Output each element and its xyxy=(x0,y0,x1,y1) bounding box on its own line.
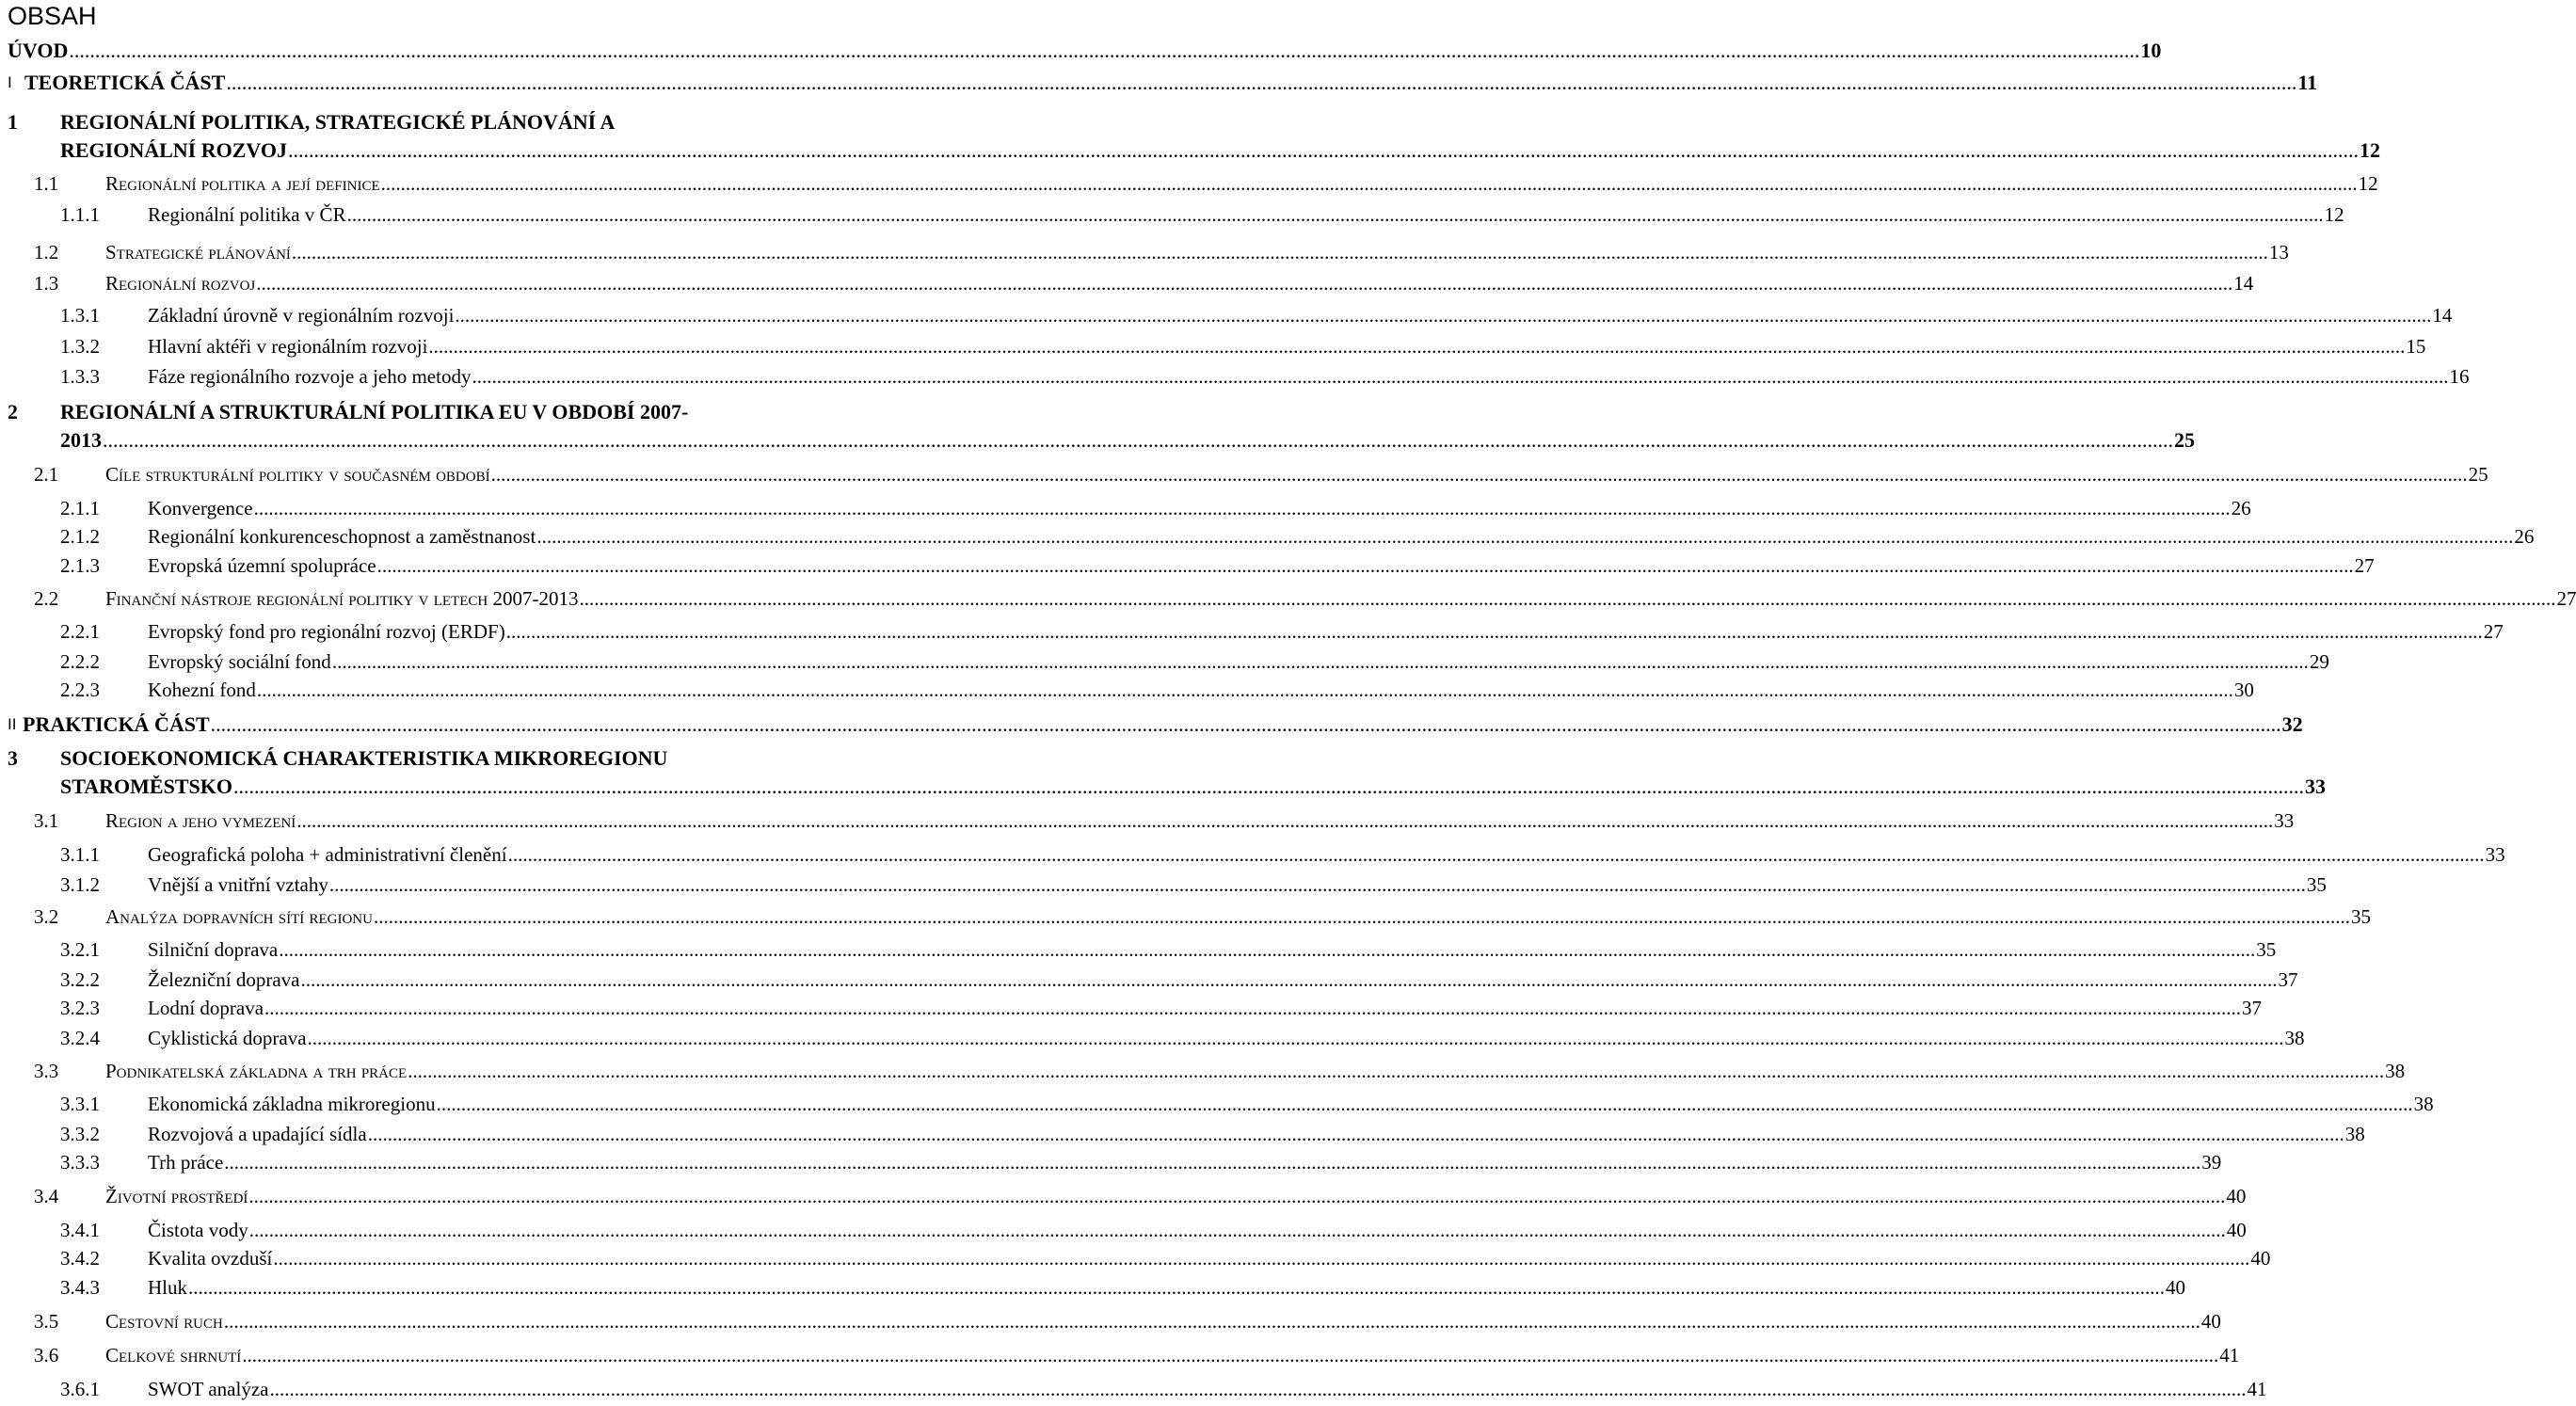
toc-entry-page: 37 xyxy=(2242,997,2263,1019)
toc-entry-label: Analýza dopravních sítí regionu xyxy=(105,905,373,928)
toc-entry-page: 12 xyxy=(2359,138,2380,162)
toc-entry-page: 35 xyxy=(2350,905,2371,928)
toc-entry-label: Kvalita ovzduší xyxy=(148,1247,273,1270)
toc-leader-dots: ................................................................................................................................................................................................................................................................................................................................................................................................................ xyxy=(331,650,2309,673)
page-title: OBSAH xyxy=(8,2,97,30)
toc-entry-label: Kohezní fond xyxy=(148,679,256,701)
toc-leader-dots: ................................................................................................................................................................................................................................................................................................................................................................................................................ xyxy=(296,809,2274,832)
toc-entry-page: 37 xyxy=(2278,968,2298,991)
toc-entry-number: 3.4.1 xyxy=(60,1219,100,1241)
toc-entry-number: 3.3.3 xyxy=(60,1151,100,1174)
toc-entry-label: PRAKTICKÁ ČÁST xyxy=(23,712,210,736)
toc-leader-dots: ................................................................................................................................................................................................................................................................................................................................................................................................................ xyxy=(242,1344,2219,1366)
toc-entry-number: 1.3 xyxy=(34,272,59,295)
toc-entry-page: 27 xyxy=(2483,620,2504,643)
toc-entry-page: 38 xyxy=(2284,1027,2305,1049)
toc-entry-number: II xyxy=(8,715,17,733)
toc-entry-number: 3.2.3 xyxy=(60,997,100,1019)
toc-leader-dots: ................................................................................................................................................................................................................................................................................................................................................................................................................ xyxy=(264,997,2242,1019)
toc-leader-dots: ................................................................................................................................................................................................................................................................................................................................................................................................................ xyxy=(505,620,2483,643)
toc-entry-number: I xyxy=(8,73,12,91)
toc-entry-number: 2.1.1 xyxy=(60,497,100,519)
toc-leader-dots: ................................................................................................................................................................................................................................................................................................................................................................................................................ xyxy=(536,525,2514,548)
toc-entry-label: Konvergence xyxy=(148,497,253,519)
toc-entry-page: 26 xyxy=(2231,497,2251,519)
toc-leader-dots: ................................................................................................................................................................................................................................................................................................................................................................................................................ xyxy=(269,1378,2247,1400)
toc-leader-dots: ................................................................................................................................................................................................................................................................................................................................................................................................................ xyxy=(579,587,2556,610)
toc-leader-dots: ................................................................................................................................................................................................................................................................................................................................................................................................................ xyxy=(103,428,2173,452)
toc-entry-label: Rozvojová a upadající sídla xyxy=(148,1123,367,1145)
toc-entry-number: 3.3.1 xyxy=(60,1093,100,1115)
toc-leader-dots: ................................................................................................................................................................................................................................................................................................................................................................................................................ xyxy=(428,335,2406,358)
toc-entry-number: 2 xyxy=(8,400,18,423)
toc-entry-number: 3.3.2 xyxy=(60,1123,100,1145)
toc-entry-label: Regionální politika a její definice xyxy=(105,172,380,195)
toc-entry-label: Životní prostředí xyxy=(105,1185,248,1207)
toc-entry-page: 35 xyxy=(2306,873,2327,896)
toc-entry-label: Evropský fond pro regionální rozvoj (ERDF) xyxy=(148,620,505,643)
toc-entry-label: Regionální rozvoj xyxy=(105,272,256,295)
toc-leader-dots: ................................................................................................................................................................................................................................................................................................................................................................................................................ xyxy=(248,1185,2226,1207)
toc-leader-dots: ................................................................................................................................................................................................................................................................................................................................................................................................................ xyxy=(408,1060,2385,1082)
toc-entry-page: 41 xyxy=(2247,1378,2267,1400)
toc-entry-label: Cestovní ruch xyxy=(105,1310,223,1333)
toc-entry-page: 38 xyxy=(2413,1093,2434,1115)
toc-leader-dots: ................................................................................................................................................................................................................................................................................................................................................................................................................ xyxy=(256,272,2233,295)
toc-entry-label: 2013 xyxy=(60,428,102,452)
toc-leader-dots: ................................................................................................................................................................................................................................................................................................................................................................................................................ xyxy=(188,1276,2165,1299)
toc-entry-number: 3.2 xyxy=(34,905,59,928)
toc-leader-dots: ................................................................................................................................................................................................................................................................................................................................................................................................................ xyxy=(380,172,2358,195)
toc-entry-label: Lodní doprava xyxy=(148,997,264,1019)
toc-entry-label: SWOT analýza xyxy=(148,1378,269,1400)
toc-leader-dots: ................................................................................................................................................................................................................................................................................................................................................................................................................ xyxy=(279,938,2256,961)
toc-entry-number: 2.1.2 xyxy=(60,525,100,548)
toc-entry-page: 32 xyxy=(2281,712,2303,736)
toc-entry-number: 2.1.3 xyxy=(60,554,100,577)
toc-entry-number: 3.2.4 xyxy=(60,1027,100,1049)
toc-entry-label: Region a jeho vymezení xyxy=(105,809,296,832)
toc-entry-page: 40 xyxy=(2166,1276,2185,1299)
toc-entry-number: 3.1.2 xyxy=(60,873,100,896)
toc-leader-dots: ................................................................................................................................................................................................................................................................................................................................................................................................................ xyxy=(256,679,2233,701)
toc-entry-number: 2.2 xyxy=(34,587,59,610)
toc-entry-number: 3.4.2 xyxy=(60,1247,100,1270)
toc-entry-page: 12 xyxy=(2358,172,2378,195)
toc-entry-number: 1.3.3 xyxy=(60,365,100,388)
toc-entry-number: 3 xyxy=(8,746,18,770)
toc-entry-label-line1: REGIONÁLNÍ A STRUKTURÁLNÍ POLITIKA EU V OBDOBÍ 2007- xyxy=(60,400,689,423)
toc-entry-label: Geografická poloha + administrativní členění xyxy=(148,843,507,866)
toc-entry-label: Regionální politika v ČR xyxy=(148,203,346,226)
toc-leader-dots: ................................................................................................................................................................................................................................................................................................................................................................................................................ xyxy=(226,71,2297,94)
toc-entry-page: 33 xyxy=(2304,775,2326,798)
toc-entry-label-line1: REGIONÁLNÍ POLITIKA, STRATEGICKÉ PLÁNOVÁNÍ A xyxy=(60,110,616,134)
toc-entry-number: 2.2.3 xyxy=(60,679,100,701)
toc-leader-dots: ................................................................................................................................................................................................................................................................................................................................................................................................................ xyxy=(367,1123,2344,1145)
toc-entry-label: TEORETICKÁ ČÁST xyxy=(24,71,226,94)
toc-leader-dots: ................................................................................................................................................................................................................................................................................................................................................................................................................ xyxy=(436,1093,2413,1115)
toc-entry-page: 33 xyxy=(2274,809,2295,832)
toc-entry-page: 10 xyxy=(2140,39,2162,62)
toc-entry-number: 2.1 xyxy=(34,463,59,486)
toc-leader-dots: ................................................................................................................................................................................................................................................................................................................................................................................................................ xyxy=(253,497,2231,519)
toc-entry-label: Cíle strukturální politiky v současném období xyxy=(105,463,490,486)
toc-entry-page: 33 xyxy=(2485,843,2505,866)
toc-entry-number: 3.5 xyxy=(34,1310,59,1333)
toc-entry-number: 3.6.1 xyxy=(60,1378,100,1400)
toc-entry-label: Ekonomická základna mikroregionu xyxy=(148,1093,436,1115)
toc-entry-number: 2.2.1 xyxy=(60,620,100,643)
toc-leader-dots: ................................................................................................................................................................................................................................................................................................................................................................................................................ xyxy=(373,905,2350,928)
toc-entry-number: 3.6 xyxy=(34,1344,59,1366)
toc-leader-dots: ................................................................................................................................................................................................................................................................................................................................................................................................................ xyxy=(291,241,2268,264)
toc-entry-label: Hluk xyxy=(148,1276,187,1299)
toc-leader-dots: ................................................................................................................................................................................................................................................................................................................................................................................................................ xyxy=(346,203,2324,226)
toc-entry-number: 2.2.2 xyxy=(60,650,100,673)
toc-leader-dots: ................................................................................................................................................................................................................................................................................................................................................................................................................ xyxy=(472,365,2449,388)
toc-entry-label: Podnikatelská základna a trh práce xyxy=(105,1060,408,1082)
toc-entry-label: Hlavní aktéři v regionálním rozvoji xyxy=(148,335,428,358)
toc-entry-number: 1.1.1 xyxy=(60,203,100,226)
toc-entry-label: Evropská územní spolupráce xyxy=(148,554,376,577)
toc-entry-number: 3.4.3 xyxy=(60,1276,100,1299)
toc-entry-number: 3.2.2 xyxy=(60,968,100,991)
toc-leader-dots: ................................................................................................................................................................................................................................................................................................................................................................................................................ xyxy=(328,873,2306,896)
toc-leader-dots: ................................................................................................................................................................................................................................................................................................................................................................................................................ xyxy=(455,304,2432,327)
toc-leader-dots: ................................................................................................................................................................................................................................................................................................................................................................................................................ xyxy=(273,1247,2250,1270)
toc-entry-page: 40 xyxy=(2200,1310,2221,1333)
toc-leader-dots: ................................................................................................................................................................................................................................................................................................................................................................................................................ xyxy=(300,968,2278,991)
toc-entry-page: 29 xyxy=(2309,650,2329,673)
toc-leader-dots: ................................................................................................................................................................................................................................................................................................................................................................................................................ xyxy=(376,554,2354,577)
toc-entry-number: 1.3.2 xyxy=(60,335,100,358)
toc-leader-dots: ................................................................................................................................................................................................................................................................................................................................................................................................................ xyxy=(287,138,2359,162)
toc-entry-number: 3.1 xyxy=(34,809,59,832)
toc-entry-page: 13 xyxy=(2268,241,2289,264)
toc-leader-dots: ................................................................................................................................................................................................................................................................................................................................................................................................................ xyxy=(232,775,2304,798)
toc-leader-dots: ................................................................................................................................................................................................................................................................................................................................................................................................................ xyxy=(307,1027,2284,1049)
toc-entry-page: 40 xyxy=(2226,1185,2247,1207)
toc-entry-label: Strategické plánování xyxy=(105,241,291,264)
toc-entry-label: Silniční doprava xyxy=(148,938,279,961)
toc-entry-page: 38 xyxy=(2385,1060,2406,1082)
toc-leader-dots: ................................................................................................................................................................................................................................................................................................................................................................................................................ xyxy=(210,712,2281,736)
toc-entry-page: 30 xyxy=(2233,679,2254,701)
toc-leader-dots: ................................................................................................................................................................................................................................................................................................................................................................................................................ xyxy=(69,39,2140,62)
toc-entry-label: REGIONÁLNÍ ROZVOJ xyxy=(60,138,287,162)
toc-leader-dots: ................................................................................................................................................................................................................................................................................................................................................................................................................ xyxy=(490,463,2468,486)
toc-leader-dots: ................................................................................................................................................................................................................................................................................................................................................................................................................ xyxy=(248,1219,2226,1241)
toc-entry-page: 26 xyxy=(2514,525,2535,548)
toc-entry-page: 40 xyxy=(2250,1247,2271,1270)
toc-entry-page: 16 xyxy=(2449,365,2470,388)
toc-entry-page: 12 xyxy=(2324,203,2344,226)
toc-entry-label: Fáze regionálního rozvoje a jeho metody xyxy=(148,365,472,388)
toc-entry-label: Železniční doprava xyxy=(148,968,300,991)
toc-entry-page: 27 xyxy=(2354,554,2375,577)
toc-entry-number: 1.3.1 xyxy=(60,304,100,327)
toc-entry-number: 1.2 xyxy=(34,241,59,264)
toc-entry-page: 14 xyxy=(2432,304,2453,327)
toc-leader-dots: ................................................................................................................................................................................................................................................................................................................................................................................................................ xyxy=(223,1310,2200,1333)
toc-entry-page: 25 xyxy=(2468,463,2488,486)
toc-entry-page: 25 xyxy=(2174,428,2195,452)
toc-entry-number: 3.4 xyxy=(34,1185,59,1207)
toc-entry-number: 1.1 xyxy=(34,172,59,195)
toc-leader-dots: ................................................................................................................................................................................................................................................................................................................................................................................................................ xyxy=(224,1151,2201,1174)
toc-entry-page: 35 xyxy=(2256,938,2277,961)
toc-entry-page: 15 xyxy=(2406,335,2426,358)
toc-entry-label: Trh práce xyxy=(148,1151,224,1174)
toc-entry-label: Evropský sociální fond xyxy=(148,650,331,673)
toc-entry-page: 14 xyxy=(2233,272,2254,295)
toc-entry-page: 38 xyxy=(2344,1123,2365,1145)
toc-entry-page: 39 xyxy=(2201,1151,2222,1174)
toc-leader-dots: ................................................................................................................................................................................................................................................................................................................................................................................................................ xyxy=(507,843,2485,866)
toc-entry-number: 3.1.1 xyxy=(60,843,100,866)
toc-entry-label-line1: SOCIOEKONOMICKÁ CHARAKTERISTIKA MIKROREGIONU xyxy=(60,746,668,770)
toc-entry-label: STAROMĚSTSKO xyxy=(60,775,232,798)
toc-entry-number: 3.3 xyxy=(34,1060,59,1082)
toc-entry-number: 3.2.1 xyxy=(60,938,100,961)
toc-entry-page: 27 xyxy=(2556,587,2576,610)
toc-entry-page: 11 xyxy=(2297,71,2318,94)
toc-entry-number: 1 xyxy=(8,110,18,134)
toc-entry-label: Vnější a vnitřní vztahy xyxy=(148,873,328,896)
toc-entry-label: ÚVOD xyxy=(8,39,69,62)
toc-entry-page: 40 xyxy=(2226,1219,2247,1241)
toc-entry-label: Cyklistická doprava xyxy=(148,1027,307,1049)
toc-entry-page: 41 xyxy=(2219,1344,2240,1366)
toc-entry-label: Celkové shrnutí xyxy=(105,1344,242,1366)
toc-entry-label: Základní úrovně v regionálním rozvoji xyxy=(148,304,455,327)
toc-entry-label: Finanční nástroje regionální politiky v letech 2007-2013 xyxy=(105,587,579,610)
toc-entry-label: Regionální konkurenceschopnost a zaměstnanost xyxy=(148,525,536,548)
toc-entry-label: Čistota vody xyxy=(148,1219,248,1241)
